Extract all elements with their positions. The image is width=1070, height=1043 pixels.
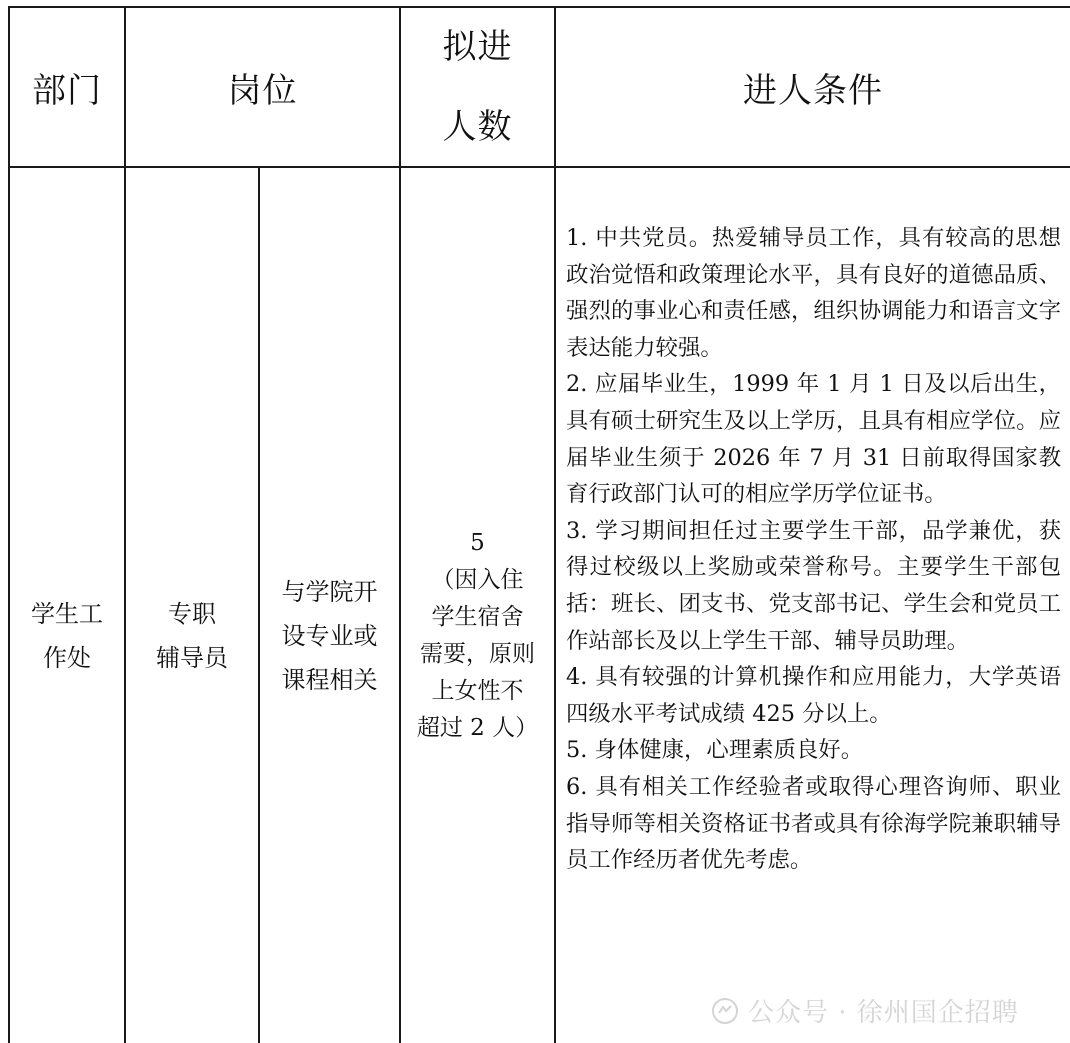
condition-item: 5. 身体健康，心理素质良好。	[566, 737, 864, 764]
header-department	[10, 8, 124, 166]
cell-department	[10, 168, 124, 1043]
header-headcount-line1: 拟进	[442, 27, 513, 67]
condition-item: 2. 应届毕业生，1999 年 1 月 1 日及以后出生，具有硕士研究生及以上学历，且具有相应学位。应届毕业生须于 2026 年 7 月 31 日前取得国家教育行政部门认可的相应学历学位证书。	[566, 371, 1061, 508]
watermark	[712, 992, 1019, 1029]
cell-major	[260, 168, 399, 1043]
condition-item: 4. 具有较强的计算机操作和应用能力，大学英语四级水平考试成绩 425 分以上。	[566, 664, 1061, 727]
position-text	[156, 592, 228, 680]
header-headcount-line2: 人数	[442, 107, 513, 147]
headcount-line: 超过 2 人）	[416, 715, 539, 741]
headcount-text	[417, 525, 538, 747]
position-line: 辅导员	[156, 644, 228, 672]
header-headcount	[401, 8, 554, 166]
department-line: 学生工	[31, 600, 103, 628]
condition-item: 3. 学习期间担任过主要学生干部，品学兼优，获得过校级以上奖励或荣誉称号。主要学生干部包括：班长、团支书、党支部书记、学生会和党员工作站部长及以上学生干部、辅导员助理。	[566, 517, 1061, 654]
headcount-line: （因入住	[431, 567, 524, 593]
major-line: 课程相关	[281, 666, 378, 694]
cell-headcount	[401, 168, 554, 1043]
major-text	[282, 570, 378, 702]
major-line: 设专业或	[281, 622, 378, 650]
cell-conditions	[566, 220, 1061, 879]
headcount-line: 学生宿舍	[431, 604, 524, 630]
department-line: 作处	[43, 644, 91, 672]
department-text	[31, 592, 103, 680]
header-position-label: 岗位	[227, 70, 298, 111]
headcount-line: 上女性不	[431, 678, 524, 704]
condition-item: 1. 中共党员。热爱辅导员工作，具有较高的思想政治觉悟和政策理论水平，具有良好的道德品质、强烈的事业心和责任感，组织协调能力和语言文字表达能力较强。	[566, 225, 1061, 361]
header-conditions-label: 进人条件	[743, 70, 883, 111]
headcount-line: 5	[470, 530, 485, 556]
major-line: 与学院开	[281, 578, 378, 606]
header-conditions	[556, 8, 1070, 166]
header-department-label: 部门	[32, 70, 102, 111]
watermark-text: 公众号 · 徐州国企招聘	[748, 998, 1019, 1028]
cell-position	[126, 168, 258, 1043]
condition-item: 6. 具有相关工作经验者或取得心理咨询师、职业指导师等相关资格证书者或具有徐海学院兼职辅导员工作经历者优先考虑。	[566, 773, 1061, 874]
position-line: 专职	[168, 600, 216, 628]
wechat-official-account-icon	[712, 998, 738, 1024]
header-position	[126, 8, 399, 166]
headcount-line: 需要，原则	[419, 641, 535, 667]
